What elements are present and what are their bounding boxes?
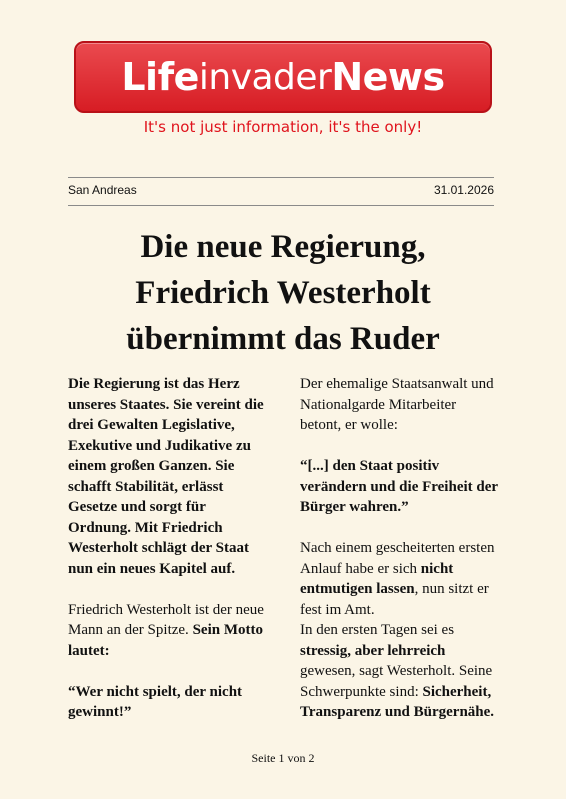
background-paragraph: Der ehemalige Staatsanwalt und Nationalgarde Mitarbeiter betont, er wolle:	[300, 376, 494, 433]
focus-priorities: Sicherheit, Transparenz und Bürgernähe.	[300, 683, 495, 720]
motto-quote: “Wer nicht spielt, der nicht gewinnt!”	[68, 683, 243, 720]
logo-word-invader: invader	[198, 56, 332, 98]
dateline	[68, 183, 494, 197]
location: San Andreas	[68, 183, 137, 197]
headline-line-3: übernimmt das Ruder	[126, 321, 440, 357]
history-highlight: nicht entmutigen lassen	[300, 560, 454, 597]
left-column	[68, 374, 268, 723]
focus-highlight: stressig, aber lehrreich	[300, 642, 446, 659]
focus-text-c: gewesen, sagt Westerholt. Seine Schwerpunkte sind:	[300, 663, 493, 700]
issue-date: 31.01.2026	[433, 183, 494, 197]
lead-paragraph: Die Regierung ist das Herz unseres Staates. Sie vereint die drei Gewalten Legislative, Exekutive und Judikative zu einem großen Ganzen. Sie schafft Stabilität, erlässt Gesetze und sorgt für Ordnung. Mit Friedrich Westerholt schlägt der Staat nun ein neues Kapitel auf.	[68, 376, 264, 577]
history-paragraph	[300, 538, 500, 620]
right-column	[300, 374, 500, 723]
bottom-divider	[68, 205, 494, 206]
logo-word-life: Life	[121, 55, 199, 99]
lifeinvader-news-logo	[74, 41, 492, 113]
page-title	[60, 224, 506, 362]
logo-word-news: News	[331, 55, 445, 99]
focus-paragraph	[300, 620, 500, 723]
focus-text-a: In den ersten Tagen sei es	[300, 622, 455, 638]
motto-label: Sein Motto lautet:	[68, 622, 263, 659]
history-text-c: , nun sitzt er fest im Amt.	[300, 581, 489, 618]
headline-line-1: Die neue Regierung,	[140, 229, 426, 265]
top-divider	[68, 177, 494, 178]
intro-paragraph	[68, 600, 268, 662]
history-text-a: Nach einem gescheiterten ersten Anlauf habe er sich	[300, 540, 495, 577]
goal-quote: “[...] den Staat positiv verändern und die Freiheit der Bürger wahren.”	[300, 458, 498, 515]
page-number: Seite 1 von 2	[251, 751, 315, 765]
tagline: It's not just information, it's the only!	[143, 118, 423, 136]
headline-line-2: Friedrich Westerholt	[135, 275, 431, 311]
intro-text: Friedrich Westerholt ist der neue Mann an der Spitze.	[68, 601, 264, 638]
